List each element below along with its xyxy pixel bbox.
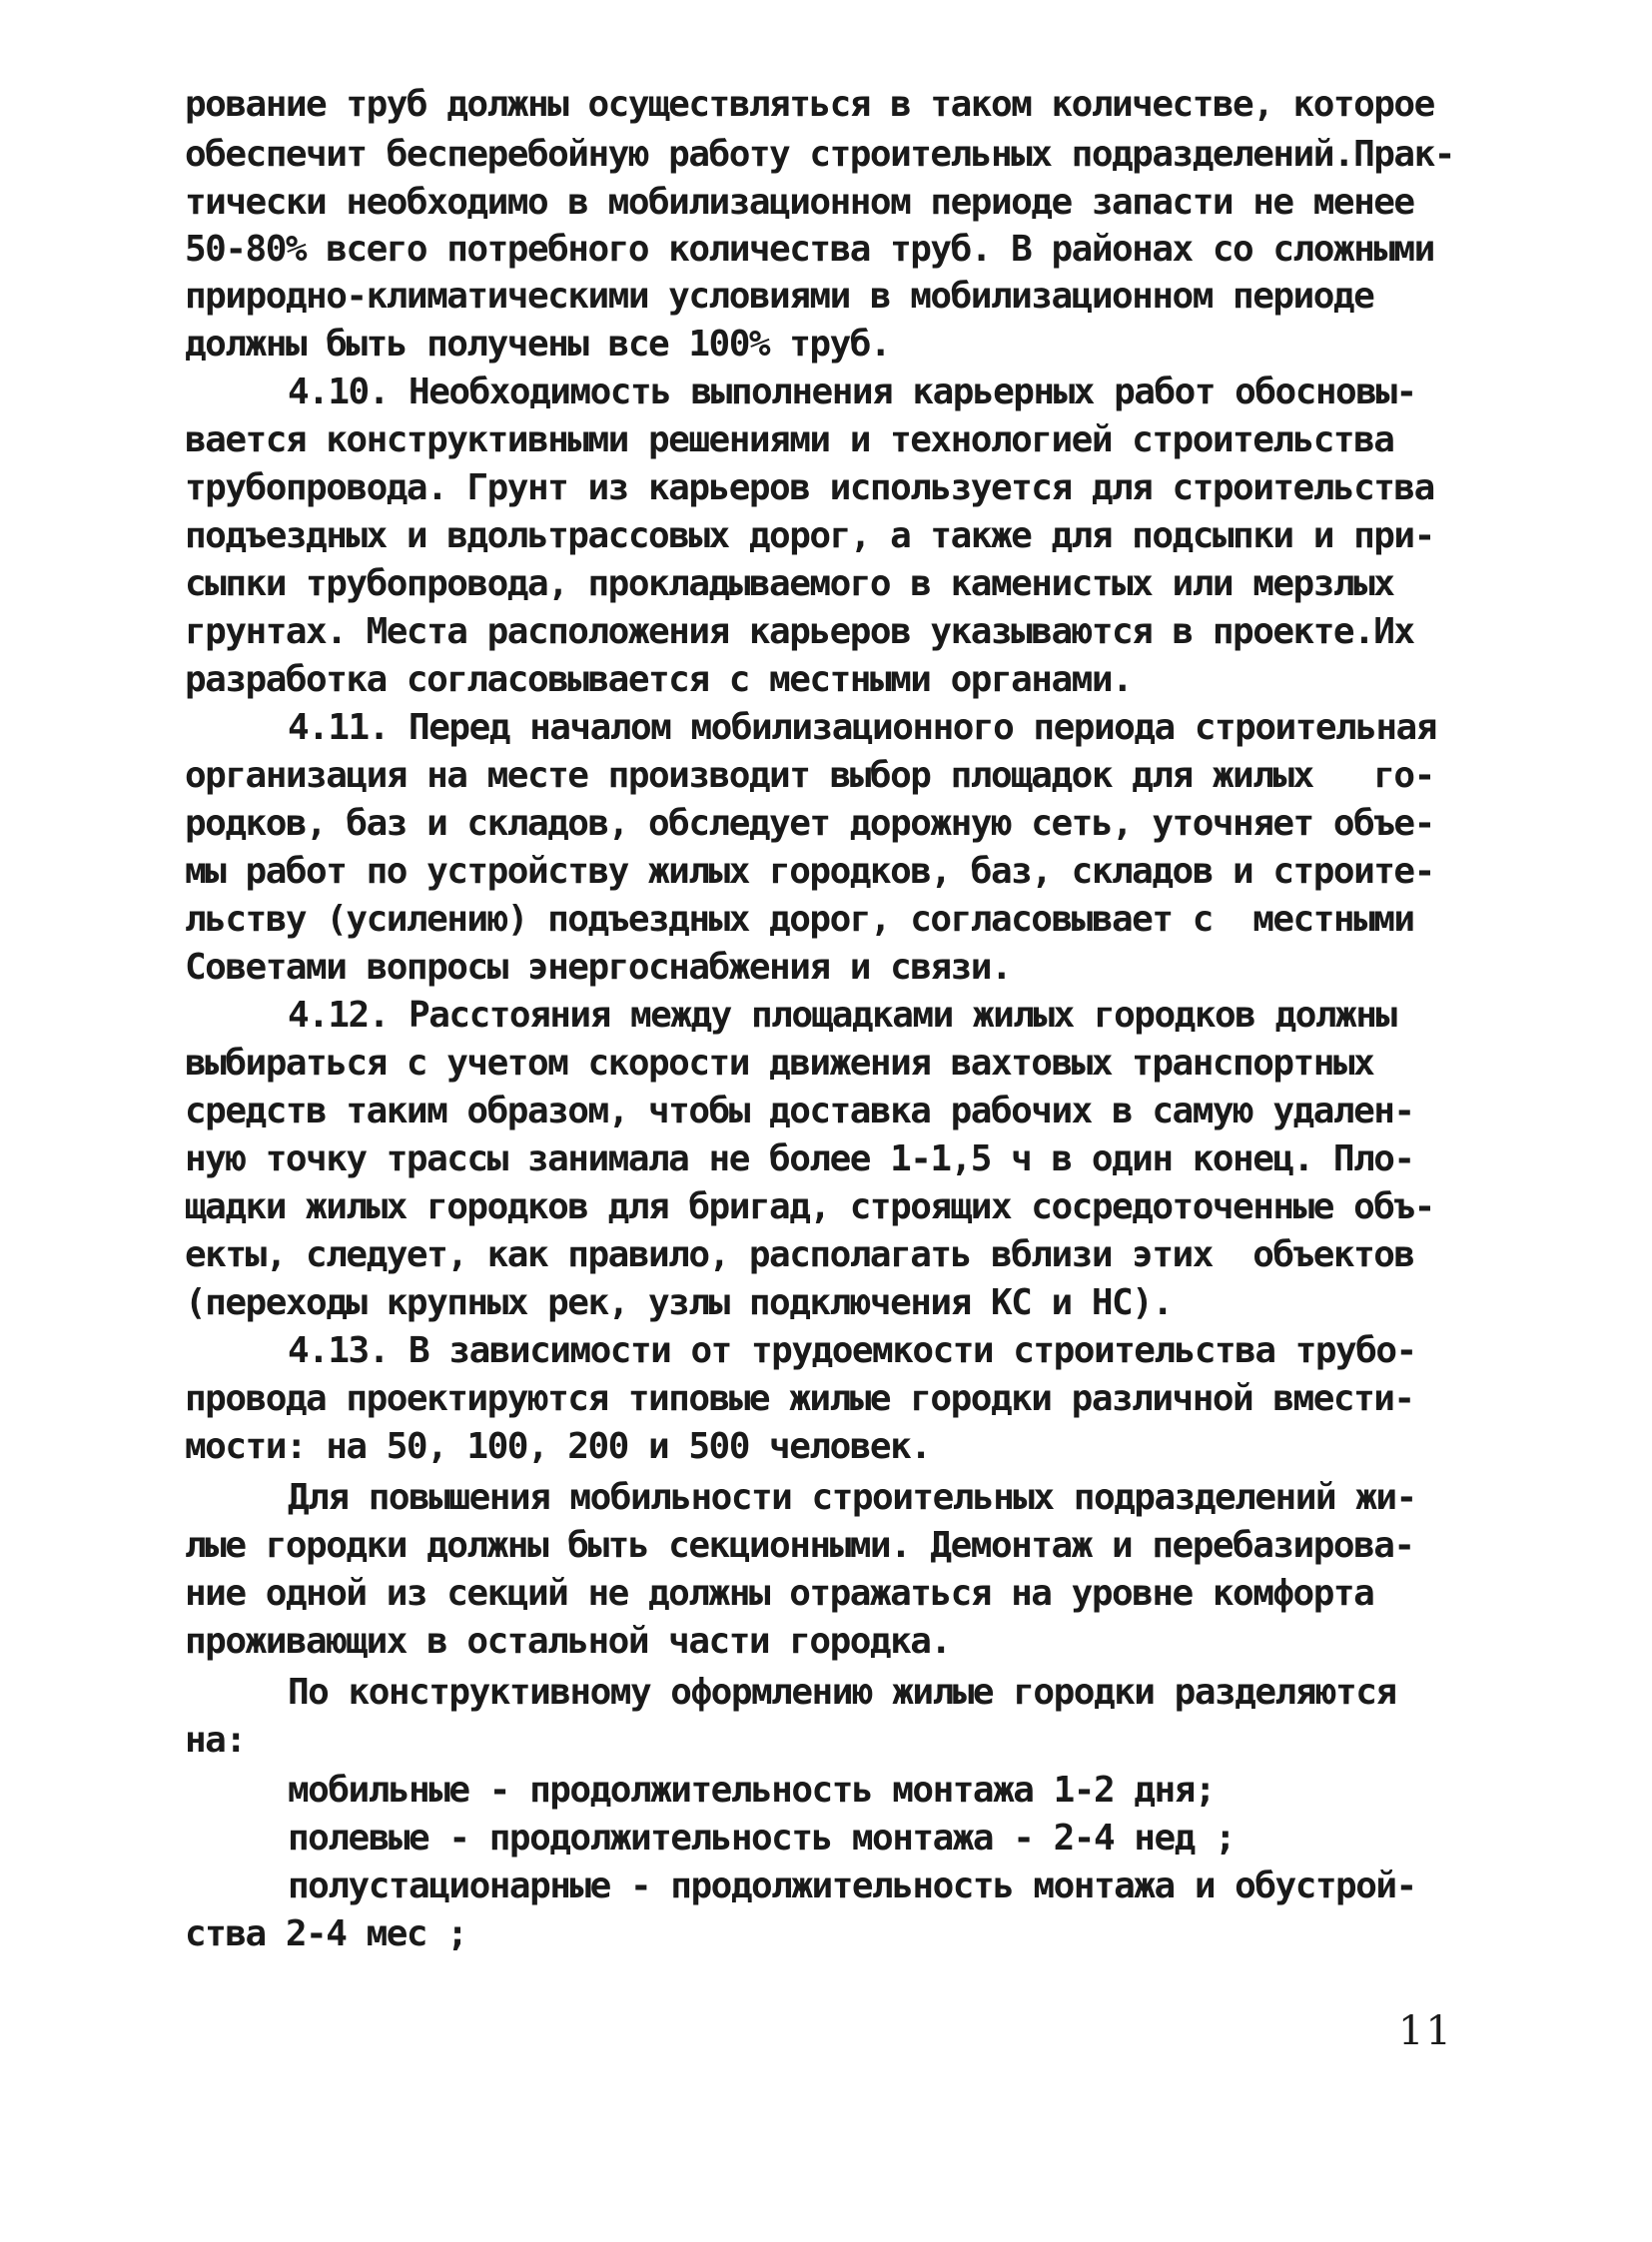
text-line: сыпки трубопровода, прокладываемого в каменистых или мерзлых xyxy=(185,563,1394,604)
text-line: мобильные - продолжительность монтажа 1-2 дня; xyxy=(288,1770,1215,1811)
text-line: средств таким образом, чтобы доставка рабочих в самую удален- xyxy=(185,1091,1414,1131)
text-line: 4.11. Перед началом мобилизационного периода строительная xyxy=(288,707,1436,748)
text-line: лые городки должны быть секционными. Демонтаж и перебазирова- xyxy=(185,1525,1414,1566)
text-line: подъездных и вдольтрассовых дорог, а также для подсыпки и при- xyxy=(185,515,1434,556)
text-line: 4.13. В зависимости от трудоемкости строительства трубо- xyxy=(288,1330,1416,1371)
text-line: мы работ по устройству жилых городков, баз, складов и строите- xyxy=(185,851,1434,892)
text-line: 4.12. Расстояния между площадками жилых городков должны xyxy=(288,995,1396,1036)
text-line: грунтах. Места расположения карьеров указываются в проекте.Их xyxy=(185,611,1414,652)
text-line: тически необходимо в мобилизационном периоде запасти не менее xyxy=(185,182,1414,223)
text-line: (переходы крупных рек, узлы подключения КС и НС). xyxy=(185,1282,1173,1323)
text-line: вается конструктивными решениями и технологией строительства xyxy=(185,419,1394,460)
text-line: Советами вопросы энергоснабжения и связи. xyxy=(185,947,1012,988)
text-line: Для повышения мобильности строительных подразделений жи- xyxy=(288,1477,1416,1518)
text-line: разработка согласовывается с местными органами. xyxy=(185,659,1133,700)
text-line: льству (усилению) подъездных дорог, согласовывает с местными xyxy=(185,899,1414,940)
text-line: ние одной из секций не должны отражаться на уровне комфорта xyxy=(185,1573,1374,1614)
page-number: 11 xyxy=(1398,2008,1453,2054)
text-line: проживающих в остальной части городка. xyxy=(185,1621,951,1662)
text-line: ства 2-4 мес ; xyxy=(185,1913,467,1954)
text-line: полустационарные - продолжительность монтажа и обустрой- xyxy=(288,1866,1416,1906)
text-line: провода проектируются типовые жилые городки различной вмести- xyxy=(185,1378,1414,1419)
text-line: организация на месте производит выбор площадок для жилых го- xyxy=(185,755,1434,796)
text-line: 4.10. Необходимость выполнения карьерных работ обосновы- xyxy=(288,372,1416,412)
text-line: екты, следует, как правило, располагать вблизи этих объектов xyxy=(185,1234,1414,1275)
text-line: родков, баз и складов, обследует дорожную сеть, уточняет объе- xyxy=(185,803,1434,844)
text-line: должны быть получены все 100% труб. xyxy=(185,324,891,365)
text-line: щадки жилых городков для бригад, строящих сосредоточенные объ- xyxy=(185,1186,1434,1227)
text-line: 50-80% всего потребного количества труб. В районах со сложными xyxy=(185,229,1434,270)
text-line: рование труб должны осуществляться в таком количестве, которое xyxy=(185,84,1434,125)
text-line: ную точку трассы занимала не более 1-1,5 ч в один конец. Пло- xyxy=(185,1138,1414,1179)
text-line: выбираться с учетом скорости движения вахтовых транспортных xyxy=(185,1043,1374,1084)
text-line: мости: на 50, 100, 200 и 500 человек. xyxy=(185,1426,931,1467)
text-line: трубопровода. Грунт из карьеров используется для строительства xyxy=(185,467,1434,508)
text-line: природно-климатическими условиями в мобилизационном периоде xyxy=(185,276,1374,317)
text-line: на: xyxy=(185,1720,246,1761)
text-line: По конструктивному оформлению жилые городки разделяются xyxy=(288,1672,1396,1713)
text-line: обеспечит бесперебойную работу строительных подразделений.Прак- xyxy=(185,134,1454,175)
text-line: полевые - продолжительность монтажа - 2-4 нед ; xyxy=(288,1818,1236,1859)
